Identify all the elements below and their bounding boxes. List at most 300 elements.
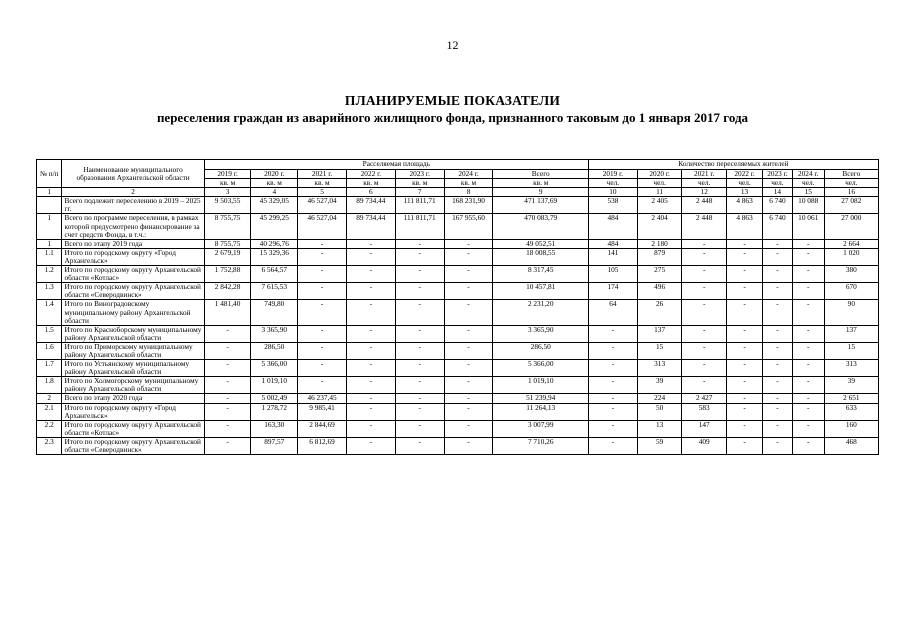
value-cell: - xyxy=(682,266,727,283)
value-cell: 286,50 xyxy=(251,342,298,359)
value-cell: - xyxy=(726,325,762,342)
value-cell: 3 365,90 xyxy=(251,325,298,342)
table-row xyxy=(37,239,879,248)
value-cell: 9 985,41 xyxy=(298,403,347,420)
value-cell: 2 844,69 xyxy=(298,420,347,437)
value-cell: 4 863 xyxy=(726,214,762,239)
value-cell: 39 xyxy=(637,377,682,394)
value-cell: 8 755,75 xyxy=(204,239,251,248)
column-number: 6 xyxy=(346,188,395,197)
value-cell: - xyxy=(763,420,793,437)
row-number-cell: 1 xyxy=(37,214,62,239)
value-cell: - xyxy=(792,325,824,342)
value-cell: 1 020 xyxy=(824,248,878,265)
value-cell: 6 740 xyxy=(763,214,793,239)
year-header-area: 2024 г. xyxy=(444,170,493,179)
value-cell: - xyxy=(395,325,444,342)
value-cell: - xyxy=(682,342,727,359)
value-cell: 40 296,76 xyxy=(251,239,298,248)
column-number: 11 xyxy=(637,188,682,197)
value-cell: - xyxy=(444,325,493,342)
row-name-cell: Всего по программе переселения, в рамках которой предусмотрено финансирование за счет средств Фонда, в т.ч.: xyxy=(62,214,204,239)
value-cell: - xyxy=(346,437,395,454)
value-cell: - xyxy=(395,437,444,454)
value-cell: 538 xyxy=(589,197,638,214)
value-cell: 6 740 xyxy=(763,197,793,214)
value-cell: - xyxy=(346,420,395,437)
value-cell: - xyxy=(763,248,793,265)
row-number-cell: 1.8 xyxy=(37,377,62,394)
row-number-cell: 1.4 xyxy=(37,300,62,325)
value-cell: 45 299,25 xyxy=(251,214,298,239)
value-cell: - xyxy=(298,248,347,265)
value-cell: - xyxy=(346,239,395,248)
value-cell: 51 239,94 xyxy=(493,394,589,403)
value-cell: - xyxy=(395,283,444,300)
value-cell: - xyxy=(589,342,638,359)
value-cell: - xyxy=(792,266,824,283)
row-number-cell: 1.2 xyxy=(37,266,62,283)
value-cell: - xyxy=(346,360,395,377)
row-name-cell: Итого по городскому округу «Город Архангельск» xyxy=(62,248,204,265)
value-cell: - xyxy=(298,239,347,248)
value-cell: 64 xyxy=(589,300,638,325)
value-cell: - xyxy=(346,403,395,420)
value-cell: 105 xyxy=(589,266,638,283)
value-cell: 224 xyxy=(637,394,682,403)
col-header-name: Наименование муниципального образования Архангельской области xyxy=(62,160,204,188)
column-number: 9 xyxy=(493,188,589,197)
value-cell: 496 xyxy=(637,283,682,300)
document-title: ПЛАНИРУЕМЫЕ ПОКАЗАТЕЛИ xyxy=(344,93,561,108)
value-cell: 5 366,00 xyxy=(493,360,589,377)
value-cell: - xyxy=(298,300,347,325)
value-cell: - xyxy=(726,420,762,437)
value-cell: - xyxy=(444,266,493,283)
row-name-cell: Итого по городскому округу Архангельской области «Котлас» xyxy=(62,420,204,437)
row-number-cell: 2 xyxy=(37,394,62,403)
value-cell: 10 457,81 xyxy=(493,283,589,300)
value-cell: 46 237,45 xyxy=(298,394,347,403)
value-cell: - xyxy=(444,377,493,394)
value-cell: 4 863 xyxy=(726,197,762,214)
document-subtitle: переселения граждан из аварийного жилищного фонда, признанного таковым до 1 января 2017 года xyxy=(156,110,749,125)
value-cell: - xyxy=(763,300,793,325)
value-cell: 1 481,40 xyxy=(204,300,251,325)
value-cell: - xyxy=(763,437,793,454)
value-cell: - xyxy=(589,360,638,377)
value-cell: - xyxy=(204,403,251,420)
year-header-people: Всего xyxy=(824,170,878,179)
table-row xyxy=(37,342,879,359)
value-cell: 633 xyxy=(824,403,878,420)
value-cell: 275 xyxy=(637,266,682,283)
unit-header-people: чел. xyxy=(637,179,682,188)
table-row xyxy=(37,283,879,300)
value-cell: 484 xyxy=(589,239,638,248)
value-cell: - xyxy=(682,325,727,342)
table-row xyxy=(37,266,879,283)
table-row xyxy=(37,360,879,377)
value-cell: 59 xyxy=(637,437,682,454)
value-cell: 27 082 xyxy=(824,197,878,214)
value-cell: 2 404 xyxy=(637,214,682,239)
value-cell: 471 137,69 xyxy=(493,197,589,214)
value-cell: - xyxy=(444,248,493,265)
column-number: 1 xyxy=(37,188,62,197)
value-cell: - xyxy=(682,360,727,377)
value-cell: - xyxy=(589,403,638,420)
row-name-cell: Итого по городскому округу Архангельской области «Северодвинск» xyxy=(62,437,204,454)
value-cell: 167 955,60 xyxy=(444,214,493,239)
value-cell: 7 710,26 xyxy=(493,437,589,454)
row-number-cell: 1.6 xyxy=(37,342,62,359)
column-number: 10 xyxy=(589,188,638,197)
value-cell: - xyxy=(444,437,493,454)
row-name-cell: Итого по городскому округу «Город Архангельск» xyxy=(62,403,204,420)
value-cell: 897,57 xyxy=(251,437,298,454)
value-cell: - xyxy=(792,300,824,325)
value-cell: - xyxy=(395,360,444,377)
value-cell: 18 008,55 xyxy=(493,248,589,265)
value-cell: - xyxy=(395,300,444,325)
column-number: 3 xyxy=(204,188,251,197)
row-name-cell: Итого по Виноградовскому муниципальному району Архангельской области xyxy=(62,300,204,325)
value-cell: - xyxy=(589,377,638,394)
value-cell: 137 xyxy=(824,325,878,342)
value-cell: 2 679,19 xyxy=(204,248,251,265)
table-row xyxy=(37,394,879,403)
column-number: 15 xyxy=(792,188,824,197)
value-cell: - xyxy=(792,283,824,300)
value-cell: 1 278,72 xyxy=(251,403,298,420)
value-cell: - xyxy=(444,420,493,437)
value-cell: - xyxy=(726,377,762,394)
row-number-cell: 1.5 xyxy=(37,325,62,342)
value-cell: 15 xyxy=(637,342,682,359)
value-cell: 49 052,51 xyxy=(493,239,589,248)
row-number-cell: 1.7 xyxy=(37,360,62,377)
row-name-cell: Итого по Холмогорскому муниципальному району Архангельской области xyxy=(62,377,204,394)
unit-header-area: кв. м xyxy=(444,179,493,188)
value-cell: 470 083,79 xyxy=(493,214,589,239)
value-cell: - xyxy=(726,360,762,377)
unit-header-area: кв. м xyxy=(251,179,298,188)
year-header-area: 2019 г. xyxy=(204,170,251,179)
value-cell: - xyxy=(298,266,347,283)
value-cell: - xyxy=(792,394,824,403)
value-cell: 46 527,04 xyxy=(298,197,347,214)
value-cell: - xyxy=(298,360,347,377)
value-cell: - xyxy=(726,437,762,454)
value-cell: - xyxy=(726,342,762,359)
value-cell: - xyxy=(763,403,793,420)
unit-header-area: кв. м xyxy=(298,179,347,188)
value-cell: 39 xyxy=(824,377,878,394)
value-cell: - xyxy=(346,342,395,359)
value-cell: 160 xyxy=(824,420,878,437)
value-cell: 2 427 xyxy=(682,394,727,403)
value-cell: 2 405 xyxy=(637,197,682,214)
value-cell: - xyxy=(589,325,638,342)
year-header-people: 2019 г. xyxy=(589,170,638,179)
value-cell: - xyxy=(444,342,493,359)
value-cell: - xyxy=(346,266,395,283)
value-cell: - xyxy=(204,325,251,342)
value-cell: 1 019,10 xyxy=(251,377,298,394)
value-cell: 141 xyxy=(589,248,638,265)
value-cell: - xyxy=(444,403,493,420)
value-cell: 2 664 xyxy=(824,239,878,248)
value-cell: 26 xyxy=(637,300,682,325)
unit-header-people: чел. xyxy=(589,179,638,188)
col-header-num: № п/п xyxy=(37,160,62,188)
value-cell: 7 615,53 xyxy=(251,283,298,300)
column-number: 16 xyxy=(824,188,878,197)
value-cell: - xyxy=(726,403,762,420)
table-row xyxy=(37,377,879,394)
value-cell: - xyxy=(346,325,395,342)
unit-header-area: кв. м xyxy=(346,179,395,188)
unit-header-people: чел. xyxy=(763,179,793,188)
unit-header-area: кв. м xyxy=(493,179,589,188)
value-cell: 2 842,28 xyxy=(204,283,251,300)
year-header-people: 2021 г. xyxy=(682,170,727,179)
value-cell: - xyxy=(444,394,493,403)
column-number: 2 xyxy=(62,188,204,197)
value-cell: - xyxy=(682,300,727,325)
value-cell: - xyxy=(346,248,395,265)
row-name-cell: Итого по Приморскому муниципальному району Архангельской области xyxy=(62,342,204,359)
unit-header-area: кв. м xyxy=(395,179,444,188)
table-row xyxy=(37,403,879,420)
value-cell: - xyxy=(792,437,824,454)
value-cell: 50 xyxy=(637,403,682,420)
value-cell: 8 317,45 xyxy=(493,266,589,283)
row-number-cell: 1 xyxy=(37,239,62,248)
value-cell: 484 xyxy=(589,214,638,239)
value-cell: 3 007,99 xyxy=(493,420,589,437)
value-cell: - xyxy=(589,420,638,437)
value-cell: - xyxy=(763,239,793,248)
value-cell: 879 xyxy=(637,248,682,265)
value-cell: - xyxy=(726,239,762,248)
column-number-row xyxy=(37,188,879,197)
column-number: 13 xyxy=(726,188,762,197)
unit-header-people: чел. xyxy=(792,179,824,188)
value-cell: - xyxy=(395,239,444,248)
value-cell: - xyxy=(346,283,395,300)
value-cell: 670 xyxy=(824,283,878,300)
column-number: 5 xyxy=(298,188,347,197)
value-cell: 111 811,71 xyxy=(395,214,444,239)
year-header-area: 2022 г. xyxy=(346,170,395,179)
row-number-cell: 1.1 xyxy=(37,248,62,265)
year-header-people: 2024 г. xyxy=(792,170,824,179)
value-cell: - xyxy=(792,377,824,394)
value-cell: - xyxy=(395,248,444,265)
row-number-cell xyxy=(37,197,62,214)
value-cell: - xyxy=(763,394,793,403)
value-cell: 89 734,44 xyxy=(346,197,395,214)
value-cell: 380 xyxy=(824,266,878,283)
value-cell: 2 180 xyxy=(637,239,682,248)
value-cell: - xyxy=(346,394,395,403)
value-cell: 89 734,44 xyxy=(346,214,395,239)
value-cell: 8 755,75 xyxy=(204,214,251,239)
value-cell: - xyxy=(792,403,824,420)
value-cell: - xyxy=(726,248,762,265)
value-cell: - xyxy=(444,283,493,300)
row-name-cell: Всего по этапу 2020 года xyxy=(62,394,204,403)
value-cell: 5 366,00 xyxy=(251,360,298,377)
page-number: 12 xyxy=(446,38,459,52)
value-cell: - xyxy=(763,283,793,300)
row-name-cell: Итого по городскому округу Архангельской области «Северодвинск» xyxy=(62,283,204,300)
value-cell: - xyxy=(726,266,762,283)
value-cell: 174 xyxy=(589,283,638,300)
value-cell: 27 000 xyxy=(824,214,878,239)
value-cell: 10 061 xyxy=(792,214,824,239)
value-cell: 147 xyxy=(682,420,727,437)
value-cell: - xyxy=(298,325,347,342)
value-cell: 2 651 xyxy=(824,394,878,403)
row-number-cell: 1.3 xyxy=(37,283,62,300)
value-cell: 583 xyxy=(682,403,727,420)
value-cell: - xyxy=(763,342,793,359)
year-header-area: Всего xyxy=(493,170,589,179)
value-cell: 90 xyxy=(824,300,878,325)
table-row xyxy=(37,437,879,454)
value-cell: - xyxy=(682,283,727,300)
unit-header-people: чел. xyxy=(726,179,762,188)
value-cell: 2 448 xyxy=(682,197,727,214)
value-cell: - xyxy=(395,342,444,359)
value-cell: - xyxy=(682,239,727,248)
indicators-table xyxy=(36,159,879,455)
table-row xyxy=(37,420,879,437)
value-cell: - xyxy=(204,342,251,359)
value-cell: - xyxy=(395,420,444,437)
value-cell: 163,30 xyxy=(251,420,298,437)
value-cell: 313 xyxy=(637,360,682,377)
unit-header-people: чел. xyxy=(824,179,878,188)
value-cell: - xyxy=(444,300,493,325)
column-number: 4 xyxy=(251,188,298,197)
value-cell: - xyxy=(682,248,727,265)
table-row xyxy=(37,248,879,265)
value-cell: 468 xyxy=(824,437,878,454)
row-number-cell: 2.2 xyxy=(37,420,62,437)
value-cell: - xyxy=(204,437,251,454)
value-cell: - xyxy=(395,403,444,420)
value-cell: - xyxy=(444,239,493,248)
table-row xyxy=(37,214,879,239)
value-cell: 2 448 xyxy=(682,214,727,239)
value-cell: 313 xyxy=(824,360,878,377)
row-name-cell: Всего подлежит переселению в 2019 – 2025 гг. xyxy=(62,197,204,214)
value-cell: - xyxy=(204,394,251,403)
unit-header-area: кв. м xyxy=(204,179,251,188)
value-cell: 15 329,36 xyxy=(251,248,298,265)
value-cell: - xyxy=(204,360,251,377)
group-header-people: Количество переселяемых жителей xyxy=(589,160,879,170)
value-cell: 137 xyxy=(637,325,682,342)
value-cell: 6 812,69 xyxy=(298,437,347,454)
value-cell: - xyxy=(792,342,824,359)
value-cell: 5 002,49 xyxy=(251,394,298,403)
value-cell: - xyxy=(792,239,824,248)
value-cell: - xyxy=(589,394,638,403)
table-row xyxy=(37,300,879,325)
value-cell: - xyxy=(204,377,251,394)
value-cell: 1 752,88 xyxy=(204,266,251,283)
value-cell: 749,80 xyxy=(251,300,298,325)
year-header-area: 2020 г. xyxy=(251,170,298,179)
column-number: 7 xyxy=(395,188,444,197)
column-number: 14 xyxy=(763,188,793,197)
row-number-cell: 2.3 xyxy=(37,437,62,454)
year-header-people: 2020 г. xyxy=(637,170,682,179)
value-cell: 9 503,55 xyxy=(204,197,251,214)
value-cell: - xyxy=(682,377,727,394)
value-cell: 46 527,04 xyxy=(298,214,347,239)
value-cell: - xyxy=(726,283,762,300)
value-cell: 3 365,90 xyxy=(493,325,589,342)
value-cell: - xyxy=(444,360,493,377)
value-cell: - xyxy=(792,248,824,265)
value-cell: 15 xyxy=(824,342,878,359)
table-body xyxy=(37,188,879,455)
value-cell: - xyxy=(395,394,444,403)
value-cell: - xyxy=(346,377,395,394)
value-cell: - xyxy=(395,266,444,283)
year-header-area: 2021 г. xyxy=(298,170,347,179)
row-name-cell: Итого по Устьянскому муниципальному району Архангельской области xyxy=(62,360,204,377)
table-row xyxy=(37,197,879,214)
value-cell: - xyxy=(204,420,251,437)
value-cell: 286,50 xyxy=(493,342,589,359)
value-cell: - xyxy=(589,437,638,454)
value-cell: 45 329,05 xyxy=(251,197,298,214)
row-name-cell: Итого по Красноборскому муниципальному району Архангельской области xyxy=(62,325,204,342)
table-row xyxy=(37,325,879,342)
value-cell: - xyxy=(763,325,793,342)
value-cell: - xyxy=(298,377,347,394)
row-number-cell: 2.1 xyxy=(37,403,62,420)
value-cell: - xyxy=(763,377,793,394)
value-cell: 10 088 xyxy=(792,197,824,214)
value-cell: - xyxy=(298,283,347,300)
value-cell: 2 231,20 xyxy=(493,300,589,325)
value-cell: 11 264,13 xyxy=(493,403,589,420)
group-header-area: Расселяемая площадь xyxy=(204,160,588,170)
value-cell: - xyxy=(763,360,793,377)
year-header-people: 2022 г. xyxy=(726,170,762,179)
value-cell: 409 xyxy=(682,437,727,454)
value-cell: - xyxy=(792,360,824,377)
value-cell: - xyxy=(346,300,395,325)
value-cell: 13 xyxy=(637,420,682,437)
value-cell: - xyxy=(298,342,347,359)
value-cell: 168 231,90 xyxy=(444,197,493,214)
column-number: 8 xyxy=(444,188,493,197)
value-cell: 6 564,57 xyxy=(251,266,298,283)
column-number: 12 xyxy=(682,188,727,197)
value-cell: - xyxy=(792,420,824,437)
value-cell: 111 811,71 xyxy=(395,197,444,214)
row-name-cell: Итого по городскому округу Архангельской области «Котлас» xyxy=(62,266,204,283)
